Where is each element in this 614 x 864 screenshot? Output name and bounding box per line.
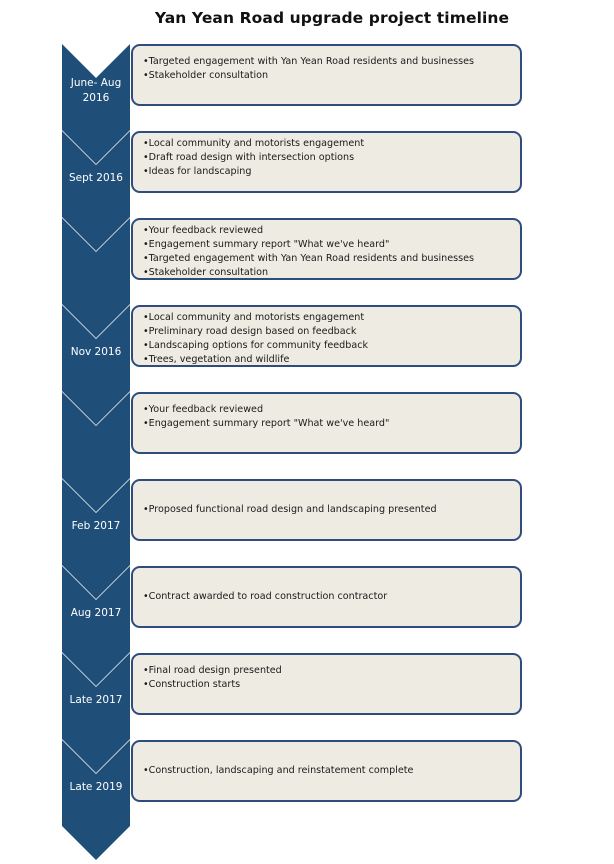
stage-item: •Your feedback reviewed (143, 225, 264, 236)
stage-date: Sept 2016 (69, 171, 123, 184)
stage-box (131, 740, 522, 802)
stage-item: •Trees, vegetation and wildlife (143, 354, 290, 365)
stage-box (131, 479, 522, 541)
stage-date: Nov 2016 (70, 345, 122, 358)
stage-item: •Construction, landscaping and reinstatement complete (143, 765, 414, 776)
stage-date: Aug 2017 (70, 606, 122, 619)
stage-box (131, 218, 522, 280)
stage-box (131, 566, 522, 628)
stage-item: •Local community and motorists engagement (143, 138, 365, 149)
stage-item: •Contract awarded to road construction contractor (143, 591, 388, 602)
stage-box (131, 392, 522, 454)
stage-item: •Your feedback reviewed (143, 404, 264, 415)
stage-item: •Targeted engagement with Yan Yean Road residents and businesses (143, 56, 475, 67)
stage-date: Late 2017 (69, 693, 123, 706)
stage-box (131, 305, 522, 367)
stage-item: •Stakeholder consultation (143, 267, 269, 278)
page-title: Yan Yean Road upgrade project timeline (154, 9, 510, 27)
stage-item: •Proposed functional road design and landscaping presented (143, 504, 437, 515)
stage-box (131, 44, 522, 106)
stage-item: •Draft road design with intersection options (143, 152, 355, 163)
stage-item: •Targeted engagement with Yan Yean Road residents and businesses (143, 253, 475, 264)
stage-date: Feb 2017 (71, 519, 121, 532)
stage-date: Late 2019 (69, 780, 123, 793)
stage-box (131, 653, 522, 715)
stage-item: •Engagement summary report "What we've heard" (143, 239, 390, 250)
stage-box (131, 131, 522, 193)
stage-item: •Ideas for landscaping (143, 166, 252, 177)
stage-item: •Landscaping options for community feedback (143, 340, 369, 351)
stage-date: June- Aug 2016 (70, 77, 122, 104)
stage-item: •Local community and motorists engagement (143, 312, 365, 323)
stage-item: •Engagement summary report "What we've heard" (143, 418, 390, 429)
stage-item: •Preliminary road design based on feedback (143, 326, 357, 337)
stage-item: •Stakeholder consultation (143, 70, 269, 81)
stage-item: •Construction starts (143, 679, 241, 690)
stage-item: •Final road design presented (143, 665, 282, 676)
